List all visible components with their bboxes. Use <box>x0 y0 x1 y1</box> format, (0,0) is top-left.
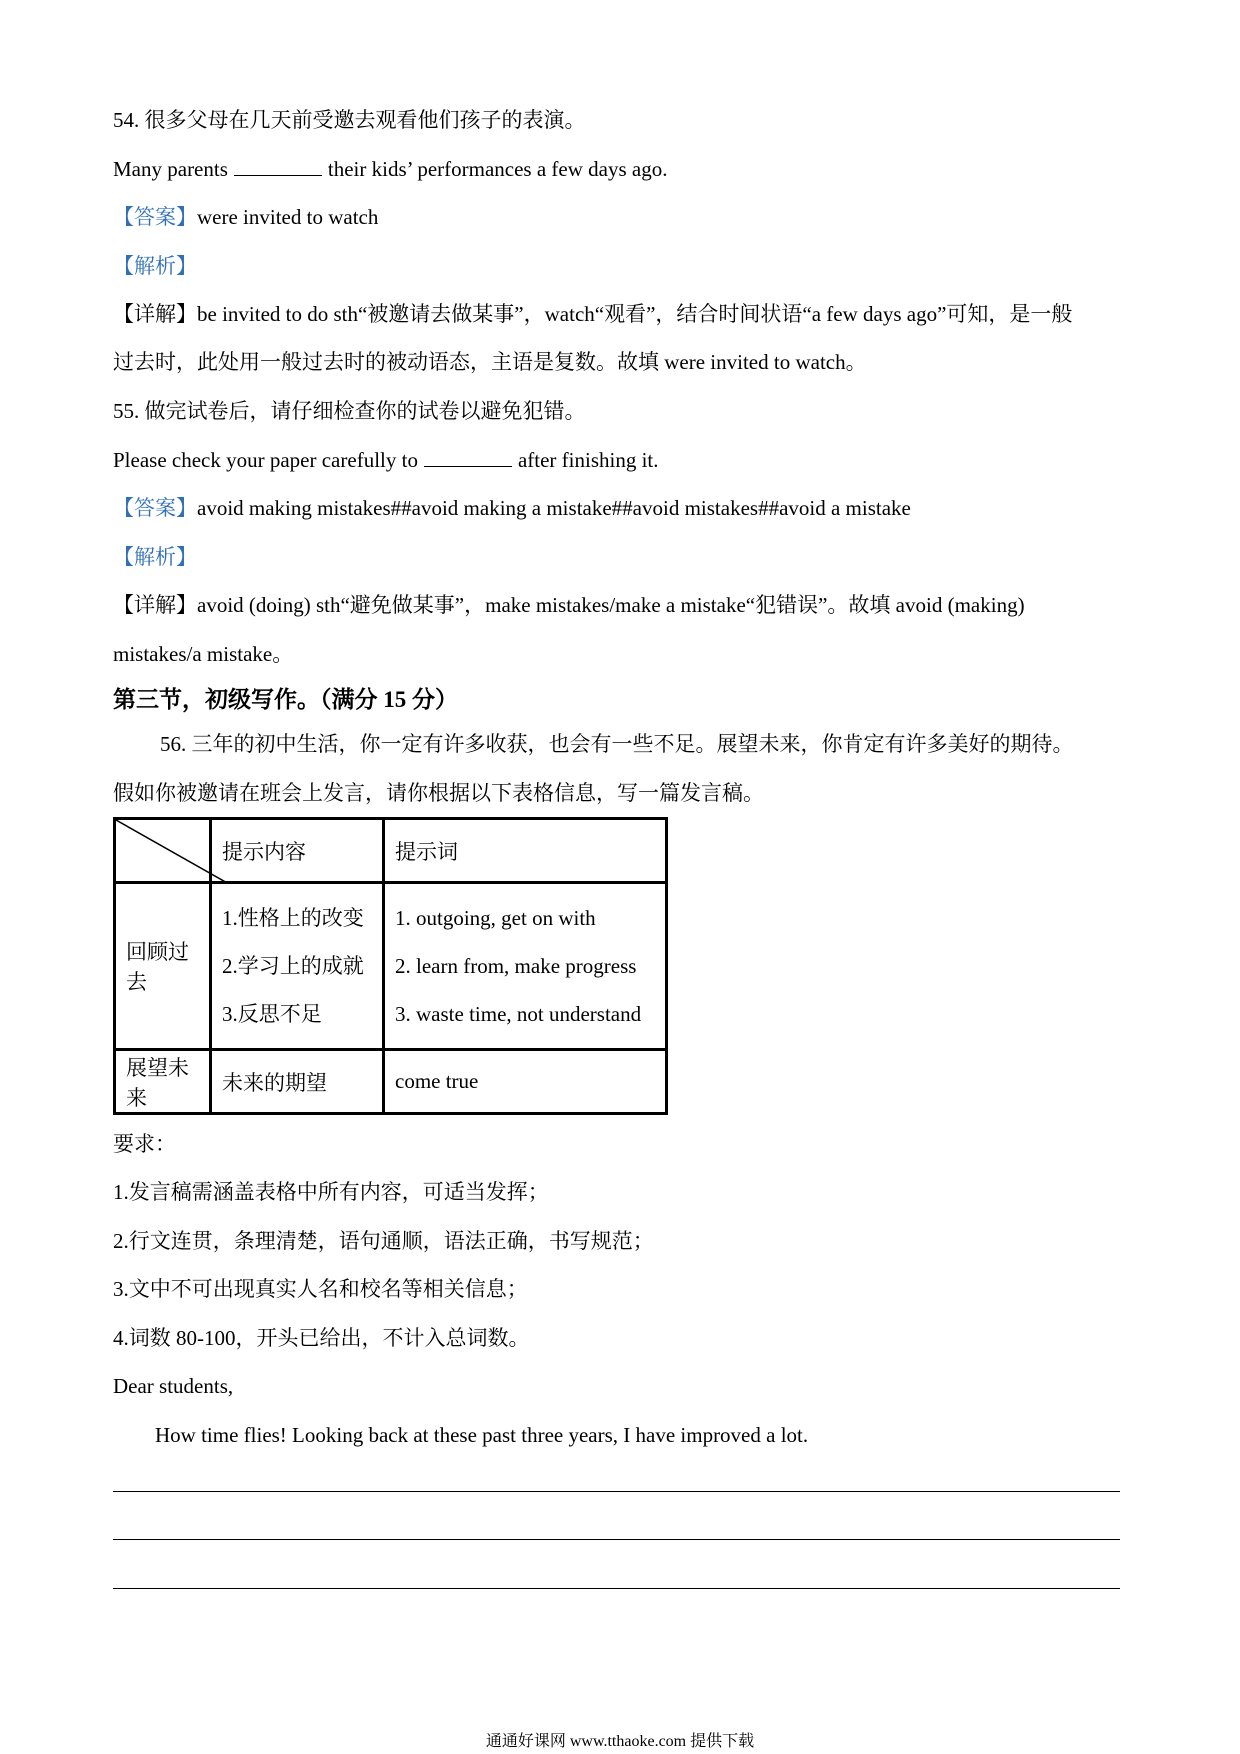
requirements-title: 要求： <box>113 1132 176 1156</box>
detail-tag: 【详解】 <box>113 593 197 617</box>
q54-sentence <box>113 155 667 183</box>
requirement-item: 3.文中不可出现真实人名和校名等相关信息； <box>113 1277 528 1301</box>
q55-sentence-before: Please check your paper carefully to <box>113 448 418 472</box>
q54-answer <box>113 203 378 231</box>
q54-sentence-after: their kids’ performances a few days ago. <box>327 157 668 181</box>
table-header-words: 提示词 <box>384 819 667 883</box>
answer-tag: 【答案】 <box>113 496 197 520</box>
table-row2-words: come true <box>384 1050 667 1114</box>
q54-answer-text: were invited to watch <box>197 205 379 229</box>
table-row1-content-item: 1.性格上的改变 <box>222 906 364 930</box>
salutation: Dear students, <box>113 1374 234 1398</box>
writing-line <box>113 1539 1120 1540</box>
table-row2-content: 未来的期望 <box>211 1050 384 1114</box>
table-row1-contents <box>211 883 384 1050</box>
q55-detail-text1: avoid (doing) sth“避免做某事”，make mistakes/make a mistake“犯错误”。故填 avoid (making) <box>197 593 1025 617</box>
q55-detail-line2: mistakes/a mistake。 <box>113 642 294 666</box>
q55-detail-line1 <box>113 591 1025 619</box>
table-header-content: 提示内容 <box>211 819 384 883</box>
q54-detail-text1: be invited to do sth“被邀请去做某事”，watch“观看”，结合时间状语“a few days ago”可知，是一般 <box>197 302 1073 326</box>
table-row1-label: 回顾过去 <box>115 883 211 1050</box>
requirement-item: 4.词数 80-100，开头已给出，不计入总词数。 <box>113 1326 530 1350</box>
q54-detail-line1 <box>113 300 1072 328</box>
answer-tag: 【答案】 <box>113 205 197 229</box>
table-row2-label: 展望未来 <box>115 1050 211 1114</box>
writing-line <box>113 1491 1120 1492</box>
table-row1-words <box>384 883 667 1050</box>
q55-sentence-after: after finishing it. <box>517 448 659 472</box>
q54-sentence-before: Many parents <box>113 157 228 181</box>
table-row1-word-item: 2. learn from, make progress <box>395 954 637 978</box>
q55-prompt: 55. 做完试卷后，请仔细检查你的试卷以避免犯错。 <box>113 399 586 423</box>
table-row1-word-item: 3. waste time, not understand <box>395 1002 642 1026</box>
q54-detail-line2: 过去时，此处用一般过去时的被动语态，主语是复数。故填 were invited to watch。 <box>113 350 867 374</box>
q54-prompt: 54. 很多父母在几天前受邀去观看他们孩子的表演。 <box>113 108 586 132</box>
q56-prompt-line2: 假如你被邀请在班会上发言，请你根据以下表格信息，写一篇发言稿。 <box>113 781 764 805</box>
essay-opening: How time flies! Looking back at these past three years, I have improved a lot. <box>155 1423 809 1447</box>
q55-sentence <box>113 446 659 474</box>
hint-table <box>113 817 668 1115</box>
q54-blank <box>234 157 322 176</box>
requirement-item: 1.发言稿需涵盖表格中所有内容，可适当发挥； <box>113 1180 549 1204</box>
q56-prompt-line1: 56. 三年的初中生活，你一定有许多收获，也会有一些不足。展望未来，你肯定有许多美好的期待。 <box>160 732 1074 756</box>
table-corner-cell <box>115 819 211 883</box>
q55-answer-text: avoid making mistakes##avoid making a mistake##avoid mistakes##avoid a mistake <box>197 496 911 520</box>
q55-blank <box>424 448 512 467</box>
q55-analysis-tag: 【解析】 <box>113 545 197 569</box>
table-row1-content-item: 2.学习上的成就 <box>222 954 364 978</box>
page-footer: 通通好课网 www.tthaoke.com 提供下载 <box>485 1733 755 1750</box>
table-row1-content-item: 3.反思不足 <box>222 1002 322 1026</box>
q54-analysis-tag: 【解析】 <box>113 254 197 278</box>
q55-answer <box>113 494 911 522</box>
table-row1-word-item: 1. outgoing, get on with <box>395 906 596 930</box>
writing-line <box>113 1588 1120 1589</box>
detail-tag: 【详解】 <box>113 302 197 326</box>
requirement-item: 2.行文连贯，条理清楚，语句通顺，语法正确，书写规范； <box>113 1229 654 1253</box>
section-title: 第三节，初级写作。（满分 15 分） <box>113 687 458 712</box>
diagonal-line <box>116 820 229 884</box>
